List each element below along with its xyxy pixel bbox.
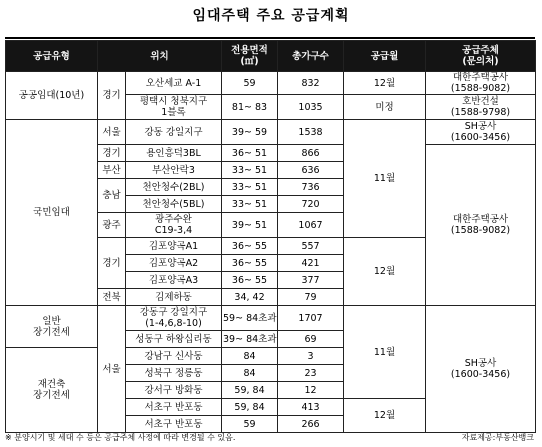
top-rule [5, 37, 535, 39]
area-cell: 36~ 51 [222, 145, 278, 162]
header-area-label: 전용면적 [231, 45, 268, 56]
area-cell: 36~ 55 [222, 238, 278, 255]
header-location: 위치 [98, 41, 222, 72]
type-cell [6, 348, 98, 433]
units-cell: 23 [278, 365, 344, 382]
location-line: 강동구 강일지구 [139, 307, 208, 318]
location-cell [126, 213, 222, 238]
units-cell: 79 [278, 289, 344, 306]
units-cell: 832 [278, 72, 344, 95]
area-cell: 39~ 59 [222, 120, 278, 145]
units-cell: 1707 [278, 306, 344, 331]
area-cell: 33~ 51 [222, 162, 278, 179]
units-cell: 866 [278, 145, 344, 162]
month-cell: 11월 [344, 306, 426, 399]
area-cell: 84 [222, 348, 278, 365]
supplier-phone: (1588-9082) [450, 83, 511, 94]
location-cell: 강서구 방화동 [126, 382, 222, 399]
area-cell: 33~ 51 [222, 179, 278, 196]
location-cell [126, 95, 222, 120]
supply-plan-table [5, 40, 536, 433]
header-units: 총가구수 [278, 41, 344, 72]
table-row [6, 120, 536, 145]
header-supplier-label: 공급주체 [462, 45, 499, 56]
area-cell: 84 [222, 365, 278, 382]
supplier-name: 대한주택공사 [452, 214, 509, 225]
units-cell: 636 [278, 162, 344, 179]
header-supplier-sub: (문의처) [462, 56, 499, 67]
header-type: 공급유형 [6, 41, 98, 72]
type-line: 장기전세 [33, 390, 70, 401]
type-line: 재건축 [37, 379, 66, 390]
supplier-cell [426, 145, 536, 306]
units-cell: 266 [278, 416, 344, 433]
footnote: ※ 분양시기 및 세대 수 등은 공급주체 사정에 따라 변경될 수 있음. [5, 433, 236, 442]
area-cell: 59 [222, 72, 278, 95]
header-month: 공급월 [344, 41, 426, 72]
location-cell [126, 306, 222, 331]
location-cell: 김포양곡A2 [126, 255, 222, 272]
source-credit: 자료제공:부동산뱅크 [461, 433, 534, 442]
region-cell: 전북 [98, 289, 126, 306]
supplier-phone: (1588-9798) [450, 107, 511, 118]
supplier-name: 호반건설 [462, 96, 499, 107]
area-cell: 59, 84 [222, 399, 278, 416]
location-line: 1블록 [161, 107, 186, 118]
region-cell: 서울 [98, 120, 126, 145]
area-cell: 36~ 55 [222, 255, 278, 272]
month-cell: 12월 [344, 399, 426, 433]
supplier-phone: (1600-3456) [450, 369, 511, 380]
region-cell: 광주 [98, 213, 126, 238]
units-cell: 421 [278, 255, 344, 272]
location-cell: 강동 강일지구 [126, 120, 222, 145]
location-cell: 서초구 반포동 [126, 416, 222, 433]
supplier-cell [426, 72, 536, 95]
units-cell: 12 [278, 382, 344, 399]
units-cell: 69 [278, 331, 344, 348]
location-cell: 강남구 신사동 [126, 348, 222, 365]
location-cell: 성북구 정릉동 [126, 365, 222, 382]
units-cell: 3 [278, 348, 344, 365]
area-cell: 59~ 84초과 [222, 306, 278, 331]
location-cell: 김포양곡A1 [126, 238, 222, 255]
location-cell: 용인흥덕3BL [126, 145, 222, 162]
location-line: 평택시 청북지구 [139, 96, 208, 107]
type-line: 일반 [42, 315, 61, 327]
region-cell: 충남 [98, 179, 126, 213]
supplier-phone: (1588-9082) [450, 225, 511, 236]
region-cell: 경기 [98, 145, 126, 162]
units-cell: 557 [278, 238, 344, 255]
month-cell: 11월 [344, 120, 426, 238]
units-cell: 413 [278, 399, 344, 416]
location-cell: 오산세교 A-1 [126, 72, 222, 95]
area-cell: 34, 42 [222, 289, 278, 306]
units-cell: 720 [278, 196, 344, 213]
location-cell: 서초구 반포동 [126, 399, 222, 416]
supplier-cell [426, 306, 536, 433]
supplier-cell [426, 120, 536, 145]
table-row [6, 306, 536, 331]
type-cell: 공공임대(10년) [6, 72, 98, 120]
units-cell: 1035 [278, 95, 344, 120]
units-cell: 1538 [278, 120, 344, 145]
units-cell: 736 [278, 179, 344, 196]
area-cell: 81~ 83 [222, 95, 278, 120]
month-cell: 12월 [344, 72, 426, 95]
type-cell [6, 306, 98, 348]
area-cell: 36~ 55 [222, 272, 278, 289]
location-cell: 천안청수(5BL) [126, 196, 222, 213]
location-cell: 천안청수(2BL) [126, 179, 222, 196]
supplier-cell [426, 95, 536, 120]
units-cell: 1067 [278, 213, 344, 238]
table-row [6, 72, 536, 95]
header-area-unit: (㎡) [240, 56, 259, 67]
location-cell: 김제하동 [126, 289, 222, 306]
page-title: 임대주택 주요 공급계획 [192, 8, 350, 24]
area-cell: 59 [222, 416, 278, 433]
type-line: 장기전세 [33, 326, 70, 338]
area-cell: 39~ 84초과 [222, 331, 278, 348]
region-cell: 서울 [98, 306, 126, 433]
region-cell: 부산 [98, 162, 126, 179]
location-line: (1-4,6,8-10) [145, 318, 202, 329]
type-cell: 국민임대 [6, 120, 98, 306]
area-cell: 59, 84 [222, 382, 278, 399]
month-cell: 12월 [344, 238, 426, 306]
area-cell: 39~ 51 [222, 213, 278, 238]
region-cell: 경기 [98, 72, 126, 120]
supplier-name: 대한주택공사 [452, 72, 509, 83]
location-line: 광주수완 [155, 214, 192, 225]
supplier-name: SH공사 [464, 121, 497, 132]
location-cell: 성동구 하왕십리동 [126, 331, 222, 348]
region-cell: 경기 [98, 238, 126, 289]
supplier-name: SH공사 [464, 358, 497, 369]
units-cell: 377 [278, 272, 344, 289]
area-cell: 33~ 51 [222, 196, 278, 213]
month-cell: 미정 [344, 95, 426, 120]
header-supplier [426, 41, 536, 72]
header-row [6, 41, 536, 72]
supplier-phone: (1600-3456) [450, 132, 511, 143]
header-area [222, 41, 278, 72]
location-cell: 김포양곡A3 [126, 272, 222, 289]
location-cell: 부산안락3 [126, 162, 222, 179]
location-line: C19-3,4 [154, 225, 193, 236]
